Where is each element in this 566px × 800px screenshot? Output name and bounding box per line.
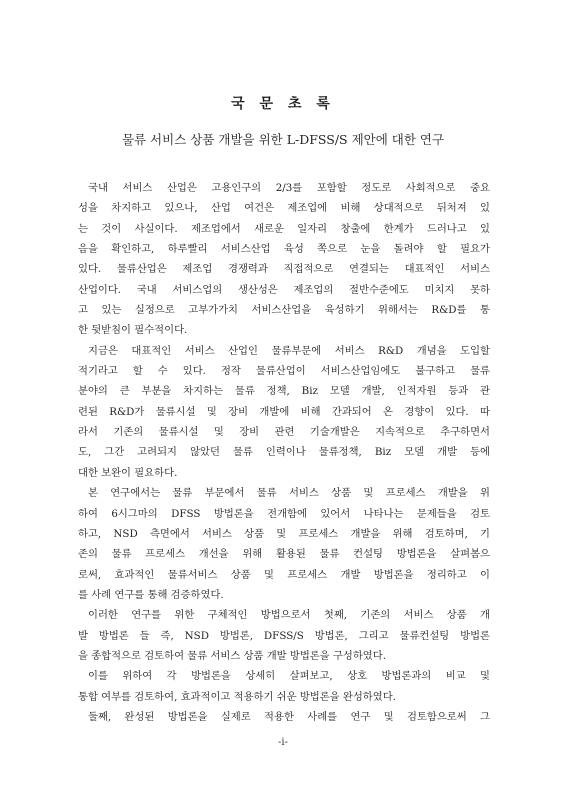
paragraph-line: 통합 여부를 검토하여, 효과적이고 적용하기 쉬운 방법론을 완성하였다.: [78, 690, 396, 703]
paragraph-line: 를 사례 연구를 통해 검증하였다.: [78, 588, 224, 601]
paragraph-line: 을 종합적으로 검토하여 물류 서비스 상품 개발 방법론을 구성하였다.: [78, 649, 386, 662]
paper-title: 물류 서비스 상품 개발을 위한 L-DFSS/S 제안에 대한 연구: [121, 132, 445, 147]
paragraph-line: 로써, 효과적인 물류서비스 상품 및 프로세스 개발 방법론을 정리하고 이: [78, 568, 490, 581]
paragraph-line: 고 있는 실정으로 고부가가치 서비스산업을 육성하기 위해서는 R&D를 통: [78, 304, 490, 317]
paragraph-line: 하고, NSD 측면에서 서비스 상품 및 프로세스 개발을 위해 검토하며, 기: [78, 527, 490, 540]
page-number: -i-: [278, 737, 288, 748]
paragraph-line: 존의 물류 프로세스 개선을 위해 활용된 물류 컨설팅 방법론을 살펴봄으: [78, 548, 490, 561]
paragraph-line: 둘째, 완성된 방법론을 실제로 적용한 사례를 연구 및 검토함으로써 그: [88, 710, 490, 723]
paragraph-line: 라서 기존의 물류시설 및 장비 관련 기술개발은 지속적으로 추구하면서: [78, 426, 490, 439]
paragraph-line: 련된 R&D가 물류시설 및 장비 개발에 비해 간과되어 온 경향이 있다. 따: [78, 405, 490, 418]
paragraph-line: 이러한 연구를 위한 구체적인 방법으로서 첫째, 기존의 서비스 상품 개: [88, 609, 490, 622]
paragraph-line: 국내 서비스 산업은 고용인구의 2/3를 포함할 정도로 사회적으로 중요: [88, 182, 490, 194]
abstract-body: [78, 178, 490, 727]
paragraph-line: 음을 확인하고, 하루빨리 서비스산업 육성 쪽으로 눈을 돌려야 할 필요가: [78, 243, 490, 256]
paragraph-line: 분야의 큰 부분을 차지하는 물류 정책, Biz 모델 개발, 인적자원 등과 관: [78, 385, 490, 398]
paragraph-line: 지금은 대표적인 서비스 산업인 물류부문에 서비스 R&D 개념을 도입할: [88, 344, 490, 357]
paragraph-line: 산업이다. 국내 서비스업의 생산성은 제조업의 절반수준에도 미치지 못하: [78, 283, 490, 296]
paragraph-line: 본 연구에서는 물류 부문에서 물류 서비스 상품 및 프로세스 개발을 위: [88, 487, 490, 500]
paragraph-line: 하여 6시그마의 DFSS 방법론을 전개함에 있어서 나타나는 문제들을 검토: [78, 507, 490, 520]
paragraph-line: 성을 차지하고 있으나, 산업 여건은 제조업에 비해 상대적으로 뒤처져 있: [78, 202, 490, 215]
paragraph-line: 이를 위하여 각 방법론을 상세히 살펴보고, 상호 방법론과의 비교 및: [88, 670, 490, 683]
paragraph-line: 적기라고 할 수 있다. 정작 물류산업이 서비스산업임에도 불구하고 물류: [78, 365, 490, 378]
paragraph-line: 발 방법론 들 즉, NSD 방법론, DFSS/S 방법론, 그리고 물류컨설팅 방법론: [78, 629, 490, 642]
paragraph-line: 대한 보완이 필요하다.: [78, 466, 178, 479]
paragraph-line: 도, 그간 고려되지 않았던 물류 인력이나 물류정책, Biz 모델 개발 등에: [78, 446, 490, 459]
paragraph-line: 는 것이 사실이다. 제조업에서 새로운 일자리 창출에 한계가 드러나고 있: [78, 222, 490, 235]
paragraph-line: 있다. 물류산업은 제조업 경쟁력과 직접적으로 연결되는 대표적인 서비스: [78, 263, 490, 276]
paragraph-line: 한 뒷받침이 필수적이다.: [78, 324, 188, 337]
abstract-heading: 국 문 초 록: [231, 96, 335, 112]
